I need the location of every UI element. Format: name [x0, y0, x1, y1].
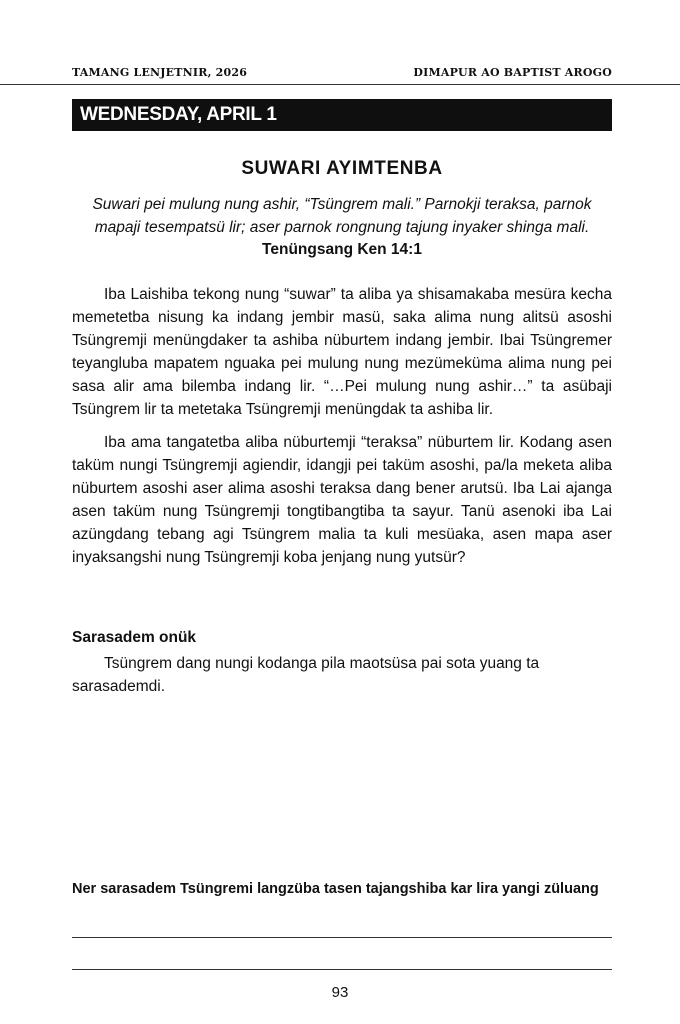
- verse-text: Suwari pei mulung nung ashir, “Tsüngrem mali.” Parnokji teraksa, parnok mapaji tesempatsü lir; aser parnok rongnung tajung inyaker shinga mali.: [92, 196, 592, 236]
- verse-reference: Tenüngsang Ken 14:1: [262, 241, 422, 258]
- scripture-verse: [72, 194, 612, 262]
- header-divider: [0, 84, 680, 85]
- writing-prompt: Ner sarasadem Tsüngremi langzüba tasen tajangshiba kar lira yangi züluang: [72, 881, 599, 897]
- writing-line: [72, 969, 612, 970]
- devotion-title: SUWARI AYIMTENBA: [241, 158, 443, 179]
- writing-line: [72, 937, 612, 938]
- body-paragraph: Iba ama tangatetba aliba nüburtemji “teraksa” nüburtem lir. Kodang asen taküm nungi Tsüngremji agiendir, idangji pei taküm asoshi, pa/la meketa aliba nüburtem asoshi aser alima asoshi teraksa dang bener arutsü. Iba Lai ajanga asen taküm nung Tsüngremji tongtibangtiba ta sayur. Tanü asenoki iba Lai azüngdang tebang agi Tsüngrem malia ta kuli mesüaka, asen mapa aser inyaksangshi nung Tsüngremji koba jenjang nung yutsür?: [72, 434, 612, 566]
- body-paragraph: Iba Laishiba tekong nung “suwar” ta aliba ya shisamakaba mesüra kecha memetetba nisung ka indang jembir masü, saka alima nung alitsü asoshi Tsüngremji menüngdaker ta ashiba nüburtem indang jembir. Ibai Tsüngremer teyangluba mapatem nguaka pei mulung nung mezümeküma alima nung pei sasa alir ama bilemba indang lir. “…Pei mulung nung ashir…” ta asübaji Tsüngrem lir ta metetaka Tsüngremji menüngdak ta ashiba lir.: [72, 286, 612, 418]
- devotion-body: [72, 283, 612, 579]
- header-publication-title: TAMANG LENJETNIR, 2026: [72, 66, 248, 79]
- reflection-text: Tsüngrem dang nungi kodanga pila maotsüsa pai sota yuang ta sarasademdi.: [72, 655, 540, 695]
- day-banner: WEDNESDAY, APRIL 1: [72, 99, 612, 131]
- reflection-heading: Sarasadem onük: [72, 629, 197, 646]
- header-organization: DIMAPUR AO BAPTIST AROGO: [413, 66, 612, 79]
- page-number: 93: [331, 984, 349, 1001]
